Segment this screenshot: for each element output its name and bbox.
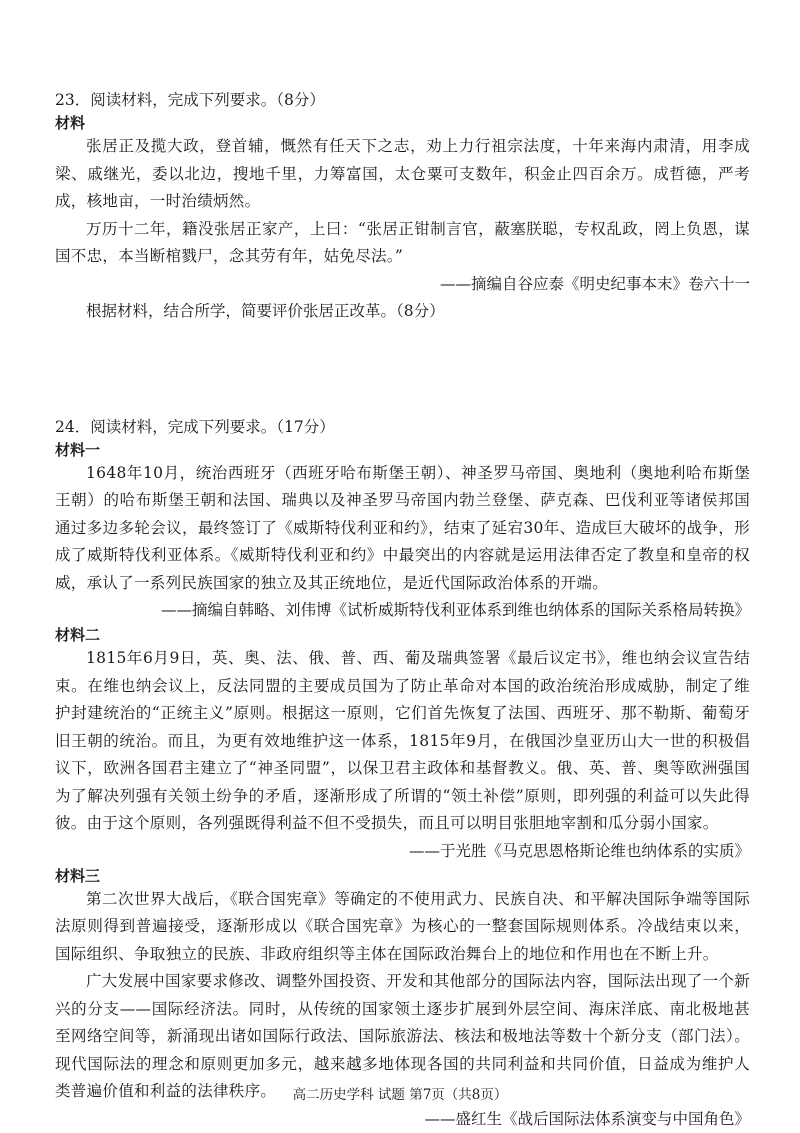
answer-space	[55, 325, 750, 415]
question-prompt: 根据材料，结合所学，简要评价张居正改革。（8分）	[86, 301, 445, 320]
material-paragraph: 万历十二年，籍没张居正家产，上曰：“张居正钳制言官，蔽塞朕聪，专权乱政，罔上负恩，谋国不忠，本当断棺戮尸，念其劳有年，姑免尽法。”	[55, 219, 750, 265]
material-paragraph: 张居正及揽大政，登首辅，慨然有任天下之志，劝上力行祖宗法度，十年来海内肃清，用李成梁、戚继光，委以北边，搜地千里，力筹富国，太仓粟可支数年，积金止四百余万。成哲德，严考成，核地亩，一时治绩炳然。	[55, 137, 750, 210]
material-three-paragraph: 广大发展中国家要求修改、调整外国投资、开发和其他部分的国际法内容，国际法出现了一个新兴的分支——国际经济法。同时，从传统的国家领土逐步扩展到外层空间、海床洋底、南北极地甚至网络空间等，新涌现出诸如国际行政法、国际旅游法、核法和极地法等数十个新分支（部门法）。现代国际法的理念和原则更加多元，越来越多地体现各国的共同利益和共同价值，日益成为维护人类普遍价值和利益的法律秩序。	[55, 972, 750, 1100]
question-24	[55, 415, 750, 1133]
material-two-paragraph: 1815年6月9日，英、奥、法、俄、普、西、葡及瑞典签署《最后议定书》，维也纳会议宣告结束。在维也纳会议上，反法同盟的主要成员国为了防止革命对本国的政治统治形成威胁，制定了维护封建统治的“正统主义”原则。根据这一原则，它们首先恢复了法国、西班牙、那不勒斯、葡萄牙旧王朝的统治。而且，为更有效地维护这一体系，1815年9月，在俄国沙皇亚历山大一世的积极倡议下，欧洲各国君主建立了“神圣同盟”，以保卫君主政体和基督教义。俄、英、普、奥等欧洲强国为了解决列强有关领土纷争的矛盾，逐渐形成了所谓的“领土补偿”原则，即列强的利益可以失此得彼。由于这个原则，各列强既得利益不但不受损失，而且可以明目张胆地宰割和瓜分弱小国家。	[55, 649, 750, 832]
question-23	[55, 88, 750, 325]
material-one-paragraph: 1648年10月，统治西班牙（西班牙哈布斯堡王朝）、神圣罗马帝国、奥地利（奥地利哈布斯堡王朝）的哈布斯堡王朝和法国、瑞典以及神圣罗马帝国内勃兰登堡、萨克森、巴伐利亚等诸侯邦国通过多边多轮会议，最终签订了《威斯特伐利亚和约》，结束了延宕30年、造成巨大破坏的战争，形成了威斯特伐利亚体系。《威斯特伐利亚和约》中最突出的内容就是运用法律否定了教皇和皇帝的权威，承认了一系列民族国家的独立及其正统地位，是近代国际政治体系的开端。	[55, 463, 750, 592]
material-label: 材料	[55, 114, 86, 132]
material-three-source: ——盛红生《战后国际法体系演变与中国角色》	[424, 1109, 750, 1128]
material-source: ——摘编自谷应泰《明史纪事本末》卷六十一	[439, 274, 750, 293]
material-three-label: 材料三	[55, 866, 101, 885]
question-24-title: 24．阅读材料，完成下列要求。（17分）	[55, 417, 335, 436]
material-one-label: 材料一	[55, 440, 101, 459]
page-footer: 高二历史学科 试题 第7页（共8页）	[292, 1087, 508, 1103]
material-three-paragraph: 第二次世界大战后，《联合国宪章》等确定的不使用武力、民族自决、和平解决国际争端等国际法原则得到普遍接受，逐渐形成以《联合国宪章》为核心的一整套国际规则体系。冷战结束以来，国际组织、争取独立的民族、非政府组织等主体在国际政治舞台上的地位和作用也在不断上升。	[55, 889, 750, 963]
material-two-source: ——于光胜《马克思恩格斯论维也纳体系的实质》	[408, 841, 750, 860]
material-two-label: 材料二	[55, 626, 101, 644]
exam-page	[55, 88, 750, 1133]
material-one-source: ——摘编自韩略、刘伟博《试析威斯特伐利亚体系到维也纳体系的国际关系格局转换》	[160, 601, 750, 619]
question-23-title: 23．阅读材料，完成下列要求。（8分）	[55, 91, 325, 109]
